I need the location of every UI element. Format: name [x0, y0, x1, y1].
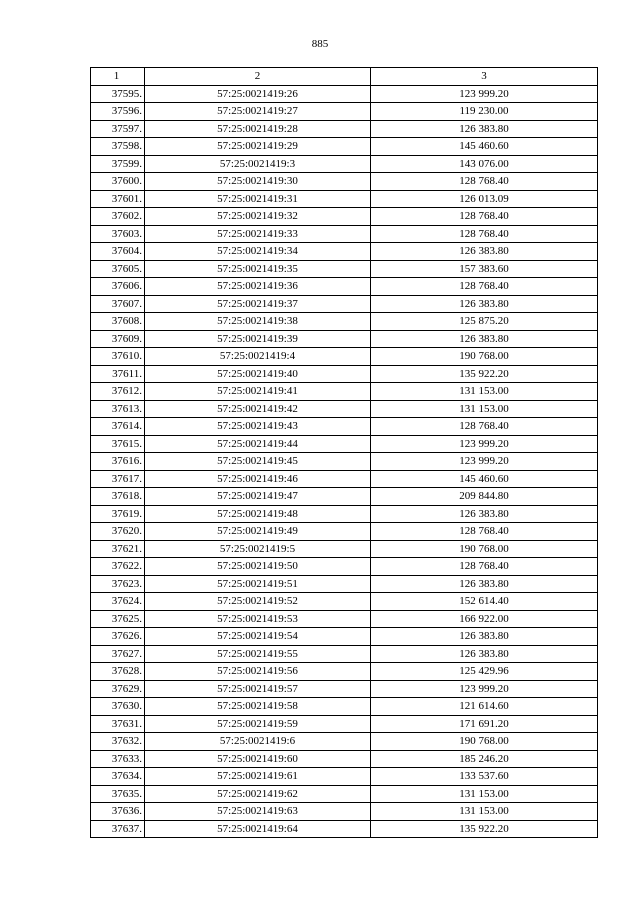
row-number-cell: 37629. — [91, 680, 145, 698]
row-number-cell: 37623. — [91, 575, 145, 593]
table-row — [91, 348, 598, 366]
cadastral-number-cell: 57:25:0021419:34 — [145, 243, 371, 261]
value-cell: 131 153.00 — [371, 400, 598, 418]
table-row — [91, 138, 598, 156]
cadastral-number-cell: 57:25:0021419:32 — [145, 208, 371, 226]
cadastral-number-cell: 57:25:0021419:43 — [145, 418, 371, 436]
row-number-cell: 37606. — [91, 278, 145, 296]
cadastral-number-cell: 57:25:0021419:49 — [145, 523, 371, 541]
value-cell: 126 383.80 — [371, 330, 598, 348]
cadastral-number-cell: 57:25:0021419:29 — [145, 138, 371, 156]
value-cell: 190 768.00 — [371, 348, 598, 366]
row-number-cell: 37613. — [91, 400, 145, 418]
cadastral-number-cell: 57:25:0021419:64 — [145, 820, 371, 838]
table-row — [91, 313, 598, 331]
table-row — [91, 803, 598, 821]
value-cell: 126 383.80 — [371, 120, 598, 138]
column-header-2: 2 — [145, 68, 371, 86]
value-cell: 143 076.00 — [371, 155, 598, 173]
value-cell: 166 922.00 — [371, 610, 598, 628]
cadastral-number-cell: 57:25:0021419:57 — [145, 680, 371, 698]
cadastral-number-cell: 57:25:0021419:46 — [145, 470, 371, 488]
table-row — [91, 820, 598, 838]
row-number-cell: 37631. — [91, 715, 145, 733]
table-row — [91, 593, 598, 611]
value-cell: 128 768.40 — [371, 208, 598, 226]
cadastral-number-cell: 57:25:0021419:31 — [145, 190, 371, 208]
row-number-cell: 37620. — [91, 523, 145, 541]
row-number-cell: 37597. — [91, 120, 145, 138]
cadastral-number-cell: 57:25:0021419:58 — [145, 698, 371, 716]
cadastral-number-cell: 57:25:0021419:63 — [145, 803, 371, 821]
cadastral-number-cell: 57:25:0021419:6 — [145, 733, 371, 751]
cadastral-number-cell: 57:25:0021419:27 — [145, 103, 371, 121]
row-number-cell: 37603. — [91, 225, 145, 243]
table-row — [91, 645, 598, 663]
row-number-cell: 37608. — [91, 313, 145, 331]
table-header-row — [91, 68, 598, 86]
cadastral-number-cell: 57:25:0021419:36 — [145, 278, 371, 296]
value-cell: 135 922.20 — [371, 820, 598, 838]
row-number-cell: 37615. — [91, 435, 145, 453]
table-row — [91, 278, 598, 296]
cadastral-number-cell: 57:25:0021419:53 — [145, 610, 371, 628]
row-number-cell: 37617. — [91, 470, 145, 488]
table-row — [91, 260, 598, 278]
table-row — [91, 120, 598, 138]
cadastral-number-cell: 57:25:0021419:3 — [145, 155, 371, 173]
row-number-cell: 37611. — [91, 365, 145, 383]
value-cell: 128 768.40 — [371, 523, 598, 541]
column-header-3: 3 — [371, 68, 598, 86]
column-header-1: 1 — [91, 68, 145, 86]
row-number-cell: 37619. — [91, 505, 145, 523]
cadastral-number-cell: 57:25:0021419:37 — [145, 295, 371, 313]
data-table — [90, 67, 598, 838]
cadastral-number-cell: 57:25:0021419:55 — [145, 645, 371, 663]
value-cell: 185 246.20 — [371, 750, 598, 768]
row-number-cell: 37635. — [91, 785, 145, 803]
value-cell: 125 875.20 — [371, 313, 598, 331]
cadastral-number-cell: 57:25:0021419:5 — [145, 540, 371, 558]
cadastral-number-cell: 57:25:0021419:41 — [145, 383, 371, 401]
value-cell: 126 383.80 — [371, 505, 598, 523]
row-number-cell: 37616. — [91, 453, 145, 471]
table-row — [91, 523, 598, 541]
cadastral-number-cell: 57:25:0021419:44 — [145, 435, 371, 453]
cadastral-number-cell: 57:25:0021419:50 — [145, 558, 371, 576]
cadastral-number-cell: 57:25:0021419:56 — [145, 663, 371, 681]
value-cell: 123 999.20 — [371, 453, 598, 471]
table-row — [91, 155, 598, 173]
value-cell: 128 768.40 — [371, 558, 598, 576]
cadastral-number-cell: 57:25:0021419:45 — [145, 453, 371, 471]
row-number-cell: 37614. — [91, 418, 145, 436]
row-number-cell: 37600. — [91, 173, 145, 191]
value-cell: 126 383.80 — [371, 295, 598, 313]
value-cell: 145 460.60 — [371, 138, 598, 156]
cadastral-number-cell: 57:25:0021419:39 — [145, 330, 371, 348]
value-cell: 209 844.80 — [371, 488, 598, 506]
value-cell: 126 383.80 — [371, 243, 598, 261]
table-row — [91, 680, 598, 698]
value-cell: 128 768.40 — [371, 225, 598, 243]
table-row — [91, 295, 598, 313]
row-number-cell: 37595. — [91, 85, 145, 103]
table-row — [91, 225, 598, 243]
table-row — [91, 418, 598, 436]
row-number-cell: 37625. — [91, 610, 145, 628]
cadastral-number-cell: 57:25:0021419:4 — [145, 348, 371, 366]
table-row — [91, 470, 598, 488]
row-number-cell: 37634. — [91, 768, 145, 786]
value-cell: 145 460.60 — [371, 470, 598, 488]
table-row — [91, 733, 598, 751]
table-row — [91, 330, 598, 348]
cadastral-number-cell: 57:25:0021419:35 — [145, 260, 371, 278]
value-cell: 126 013.09 — [371, 190, 598, 208]
table-row — [91, 698, 598, 716]
table-row — [91, 435, 598, 453]
row-number-cell: 37601. — [91, 190, 145, 208]
value-cell: 128 768.40 — [371, 173, 598, 191]
row-number-cell: 37627. — [91, 645, 145, 663]
value-cell: 135 922.20 — [371, 365, 598, 383]
row-number-cell: 37632. — [91, 733, 145, 751]
cadastral-number-cell: 57:25:0021419:51 — [145, 575, 371, 593]
table-row — [91, 575, 598, 593]
row-number-cell: 37605. — [91, 260, 145, 278]
value-cell: 121 614.60 — [371, 698, 598, 716]
row-number-cell: 37637. — [91, 820, 145, 838]
row-number-cell: 37626. — [91, 628, 145, 646]
value-cell: 126 383.80 — [371, 575, 598, 593]
value-cell: 123 999.20 — [371, 680, 598, 698]
value-cell: 131 153.00 — [371, 785, 598, 803]
row-number-cell: 37622. — [91, 558, 145, 576]
value-cell: 157 383.60 — [371, 260, 598, 278]
value-cell: 133 537.60 — [371, 768, 598, 786]
table-row — [91, 750, 598, 768]
table-row — [91, 610, 598, 628]
row-number-cell: 37609. — [91, 330, 145, 348]
table-row — [91, 208, 598, 226]
table-row — [91, 628, 598, 646]
table-row — [91, 243, 598, 261]
table-row — [91, 488, 598, 506]
value-cell: 125 429.96 — [371, 663, 598, 681]
table-row — [91, 715, 598, 733]
value-cell: 126 383.80 — [371, 645, 598, 663]
row-number-cell: 37621. — [91, 540, 145, 558]
cadastral-number-cell: 57:25:0021419:54 — [145, 628, 371, 646]
table-row — [91, 540, 598, 558]
cadastral-number-cell: 57:25:0021419:47 — [145, 488, 371, 506]
cadastral-number-cell: 57:25:0021419:42 — [145, 400, 371, 418]
table-row — [91, 400, 598, 418]
value-cell: 171 691.20 — [371, 715, 598, 733]
value-cell: 119 230.00 — [371, 103, 598, 121]
row-number-cell: 37628. — [91, 663, 145, 681]
table-row — [91, 453, 598, 471]
cadastral-number-cell: 57:25:0021419:40 — [145, 365, 371, 383]
row-number-cell: 37633. — [91, 750, 145, 768]
value-cell: 128 768.40 — [371, 418, 598, 436]
row-number-cell: 37598. — [91, 138, 145, 156]
cadastral-number-cell: 57:25:0021419:48 — [145, 505, 371, 523]
row-number-cell: 37624. — [91, 593, 145, 611]
cadastral-number-cell: 57:25:0021419:38 — [145, 313, 371, 331]
table-row — [91, 558, 598, 576]
table-row — [91, 190, 598, 208]
table-row — [91, 85, 598, 103]
value-cell: 131 153.00 — [371, 383, 598, 401]
cadastral-number-cell: 57:25:0021419:28 — [145, 120, 371, 138]
value-cell: 123 999.20 — [371, 85, 598, 103]
cadastral-number-cell: 57:25:0021419:33 — [145, 225, 371, 243]
table-row — [91, 663, 598, 681]
row-number-cell: 37602. — [91, 208, 145, 226]
row-number-cell: 37607. — [91, 295, 145, 313]
row-number-cell: 37636. — [91, 803, 145, 821]
value-cell: 126 383.80 — [371, 628, 598, 646]
value-cell: 190 768.00 — [371, 540, 598, 558]
cadastral-number-cell: 57:25:0021419:52 — [145, 593, 371, 611]
table-row — [91, 505, 598, 523]
table-row — [91, 768, 598, 786]
table-row — [91, 173, 598, 191]
cadastral-number-cell: 57:25:0021419:60 — [145, 750, 371, 768]
table-row — [91, 383, 598, 401]
table-body — [91, 85, 598, 838]
value-cell: 131 153.00 — [371, 803, 598, 821]
cadastral-number-cell: 57:25:0021419:26 — [145, 85, 371, 103]
cadastral-number-cell: 57:25:0021419:30 — [145, 173, 371, 191]
row-number-cell: 37599. — [91, 155, 145, 173]
cadastral-number-cell: 57:25:0021419:59 — [145, 715, 371, 733]
value-cell: 128 768.40 — [371, 278, 598, 296]
table-row — [91, 103, 598, 121]
row-number-cell: 37596. — [91, 103, 145, 121]
row-number-cell: 37612. — [91, 383, 145, 401]
page-number: 885 — [311, 38, 329, 50]
cadastral-number-cell: 57:25:0021419:61 — [145, 768, 371, 786]
table-row — [91, 365, 598, 383]
value-cell: 152 614.40 — [371, 593, 598, 611]
row-number-cell: 37604. — [91, 243, 145, 261]
table-row — [91, 785, 598, 803]
row-number-cell: 37610. — [91, 348, 145, 366]
row-number-cell: 37630. — [91, 698, 145, 716]
value-cell: 123 999.20 — [371, 435, 598, 453]
cadastral-number-cell: 57:25:0021419:62 — [145, 785, 371, 803]
row-number-cell: 37618. — [91, 488, 145, 506]
value-cell: 190 768.00 — [371, 733, 598, 751]
